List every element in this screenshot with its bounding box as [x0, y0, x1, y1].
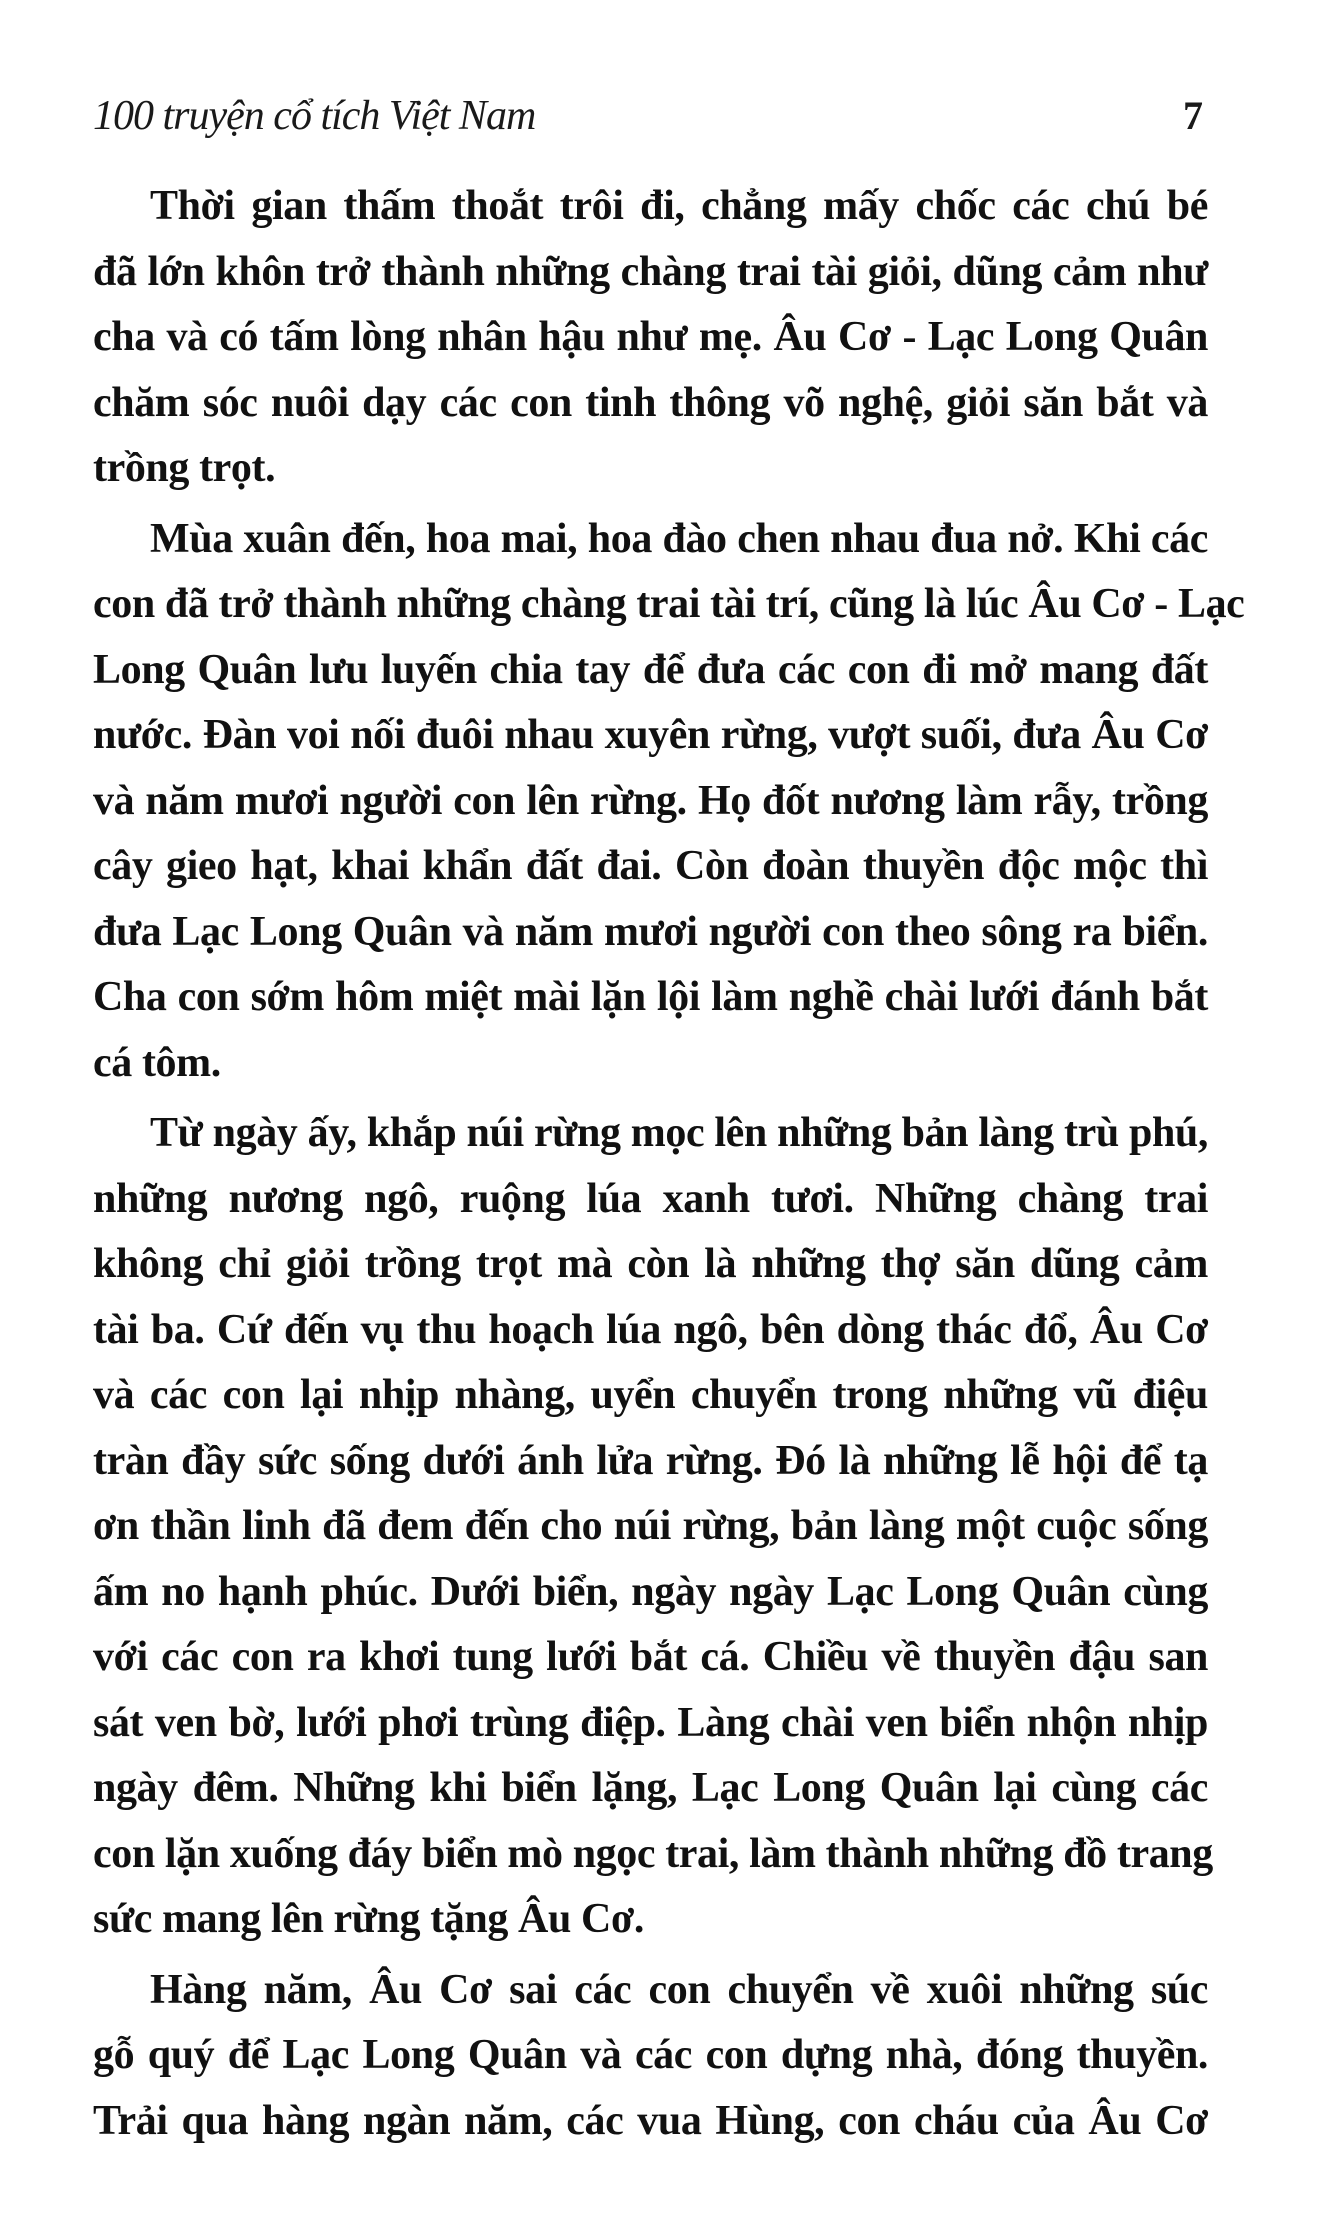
text-line: cá tôm.: [93, 1039, 221, 1086]
text-line: Mùa xuân đến, hoa mai, hoa đào chen nhau đua nở. Khi các: [150, 515, 1208, 562]
text-line: và các con lại nhịp nhàng, uyển chuyển trong những vũ điệu: [93, 1372, 1208, 1418]
text-line: tài ba. Cứ đến vụ thu hoạch lúa ngô, bên dòng thác đổ, Âu Cơ: [93, 1306, 1208, 1353]
paragraph: [93, 174, 1208, 502]
text-line: Trải qua hàng ngàn năm, các vua Hùng, con cháu của Âu Cơ: [93, 2097, 1208, 2144]
paragraph: [93, 1101, 1213, 1953]
text-line: ngày đêm. Những khi biển lặng, Lạc Long Quân lại cùng các: [93, 1765, 1208, 1811]
text-line: với các con ra khơi tung lưới bắt cá. Chiều về thuyền đậu san: [93, 1634, 1208, 1680]
text-line: chăm sóc nuôi dạy các con tinh thông võ nghệ, giỏi săn bắt và: [93, 379, 1208, 426]
text-line: những nương ngô, ruộng lúa xanh tươi. Những chàng trai: [93, 1175, 1208, 1222]
text-line: Cha con sớm hôm miệt mài lặn lội làm nghề chài lưới đánh bắt: [93, 974, 1208, 1020]
text-line: sức mang lên rừng tặng Âu Cơ.: [93, 1896, 644, 1942]
text-line: Từ ngày ấy, khắp núi rừng mọc lên những bản làng trù phú,: [150, 1110, 1208, 1156]
paragraph: [93, 1958, 1208, 2155]
text-line: và năm mươi người con lên rừng. Họ đốt nương làm rẫy, trồng: [93, 777, 1208, 824]
text-line: sát ven bờ, lưới phơi trùng điệp. Làng chài ven biển nhộn nhịp: [93, 1699, 1208, 1746]
text-line: Long Quân lưu luyến chia tay để đưa các con đi mở mang đất: [93, 646, 1208, 693]
text-line: đã lớn khôn trở thành những chàng trai tài giỏi, dũng cảm như: [93, 248, 1208, 295]
text-line: không chỉ giỏi trồng trọt mà còn là những thợ săn dũng cảm: [93, 1241, 1208, 1287]
text-line: gỗ quý để Lạc Long Quân và các con dựng nhà, đóng thuyền.: [93, 2032, 1208, 2078]
text-line: cây gieo hạt, khai khẩn đất đai. Còn đoàn thuyền độc mộc thì: [93, 843, 1208, 889]
text-line: tràn đầy sức sống dưới ánh lửa rừng. Đó là những lễ hội để tạ: [93, 1437, 1208, 1484]
text-line: con lặn xuống đáy biển mò ngọc trai, làm thành những đồ trang: [93, 1830, 1213, 1877]
text-line: đưa Lạc Long Quân và năm mươi người con theo sông ra biển.: [93, 908, 1208, 955]
text-line: ơn thần linh đã đem đến cho núi rừng, bản làng một cuộc sống: [93, 1503, 1208, 1549]
text-line: cha và có tấm lòng nhân hậu như mẹ. Âu Cơ - Lạc Long Quân: [93, 314, 1208, 360]
text-line: nước. Đàn voi nối đuôi nhau xuyên rừng, vượt suối, đưa Âu Cơ: [93, 712, 1208, 758]
paragraph: [93, 507, 1245, 1097]
page-body-text: [93, 174, 1245, 2159]
text-line: Thời gian thấm thoắt trôi đi, chẳng mấy chốc các chú bé: [150, 183, 1208, 229]
running-header-book-title: 100 truyện cổ tích Việt Nam: [93, 93, 536, 139]
text-line: con đã trở thành những chàng trai tài trí, cũng là lúc Âu Cơ - Lạc: [93, 581, 1245, 627]
page-number: 7: [1183, 93, 1203, 138]
text-line: Hàng năm, Âu Cơ sai các con chuyển về xuôi những súc: [150, 1966, 1208, 2013]
text-line: trồng trọt.: [93, 445, 276, 491]
text-line: ấm no hạnh phúc. Dưới biển, ngày ngày Lạc Long Quân cùng: [93, 1568, 1208, 1615]
